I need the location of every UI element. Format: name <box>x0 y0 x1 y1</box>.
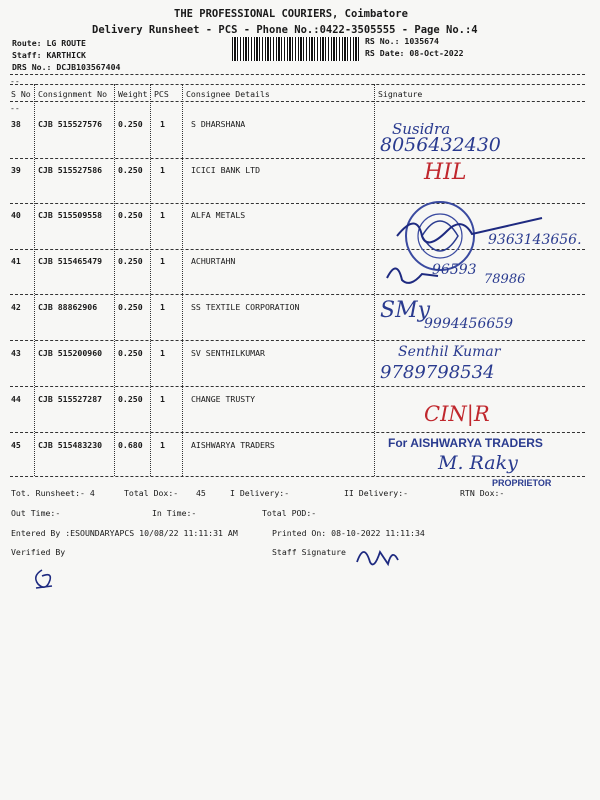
staff-label: Staff: KARTHICK <box>12 50 86 60</box>
row-consignee: AISHWARYA TRADERS <box>191 440 275 450</box>
row-consignee: SS TEXTILE CORPORATION <box>191 302 300 312</box>
row-pcs: 1 <box>160 440 165 450</box>
total-dox-label: Total Dox:- <box>124 488 179 498</box>
rs-date: RS Date: 08-Oct-2022 <box>365 48 464 58</box>
ii-delivery: II Delivery:- <box>344 488 409 498</box>
row-consignment: CJB 515527576 <box>38 119 103 129</box>
col-sep <box>114 84 115 476</box>
signature-r41-line1: 96593 <box>432 262 477 278</box>
signature-r42-name: SMy <box>380 298 431 323</box>
signature-r40-phone: 9363143656. <box>488 232 582 248</box>
row-pcs: 1 <box>160 165 165 175</box>
header-marker-2: -- <box>10 103 20 113</box>
signature-r40-scribble <box>392 206 552 256</box>
header-rule-3 <box>10 101 585 102</box>
row-pcs: 1 <box>160 119 165 129</box>
signature-r43-phone: 9789798534 <box>380 362 495 383</box>
signature-r42-phone: 9994456659 <box>424 316 514 332</box>
staff-signature-label: Staff Signature <box>272 547 346 557</box>
drs-number: DRS No.: DCJB103567404 <box>12 62 121 72</box>
total-dox-value: 45 <box>196 488 206 498</box>
row-weight: 0.680 <box>118 440 143 450</box>
row-consignee: ACHURTAHN <box>191 256 236 266</box>
col-signature: Signature <box>378 89 423 99</box>
row-pcs: 1 <box>160 256 165 266</box>
staff-signature <box>352 540 402 570</box>
row-weight: 0.250 <box>118 119 143 129</box>
row-weight: 0.250 <box>118 210 143 220</box>
runsheet-subtitle: Delivery Runsheet - PCS - Phone No.:0422-3505555 - Page No.:4 <box>92 24 478 36</box>
barcode <box>232 37 360 61</box>
row-sno: 43 <box>11 348 21 358</box>
row-consignment: CJB 515465479 <box>38 256 103 266</box>
row-consignment: CJB 88862906 <box>38 302 98 312</box>
row-sno: 44 <box>11 394 21 404</box>
signature-r43-name: Senthil Kumar <box>398 344 501 360</box>
row-weight: 0.250 <box>118 394 143 404</box>
row-consignment: CJB 515483230 <box>38 440 103 450</box>
col-sep <box>34 84 35 476</box>
route-label: Route: LG ROUTE <box>12 38 86 48</box>
header-rule <box>10 74 585 75</box>
row-separator <box>10 432 585 433</box>
in-time: In Time:- <box>152 508 197 518</box>
col-sep <box>150 84 151 476</box>
row-separator <box>10 203 585 204</box>
row-pcs: 1 <box>160 348 165 358</box>
row-weight: 0.250 <box>118 348 143 358</box>
verifier-signature <box>28 566 58 594</box>
signature-r38-phone: 8056432430 <box>380 134 501 156</box>
col-consignment: Consignment No <box>38 89 108 99</box>
signature-r39: HIL <box>424 160 467 185</box>
col-sno: S No <box>11 89 31 99</box>
i-delivery: I Delivery:- <box>230 488 290 498</box>
row-separator <box>10 340 585 341</box>
col-pcs: PCS <box>154 89 169 99</box>
row-separator <box>10 158 585 159</box>
row-consignee: SV SENTHILKUMAR <box>191 348 265 358</box>
header-rule-2 <box>10 84 585 85</box>
company-title: THE PROFESSIONAL COURIERS, Coimbatore <box>174 8 408 20</box>
verified-by: Verified By <box>11 547 66 557</box>
row-consignee: S DHARSHANA <box>191 119 246 129</box>
row-sno: 42 <box>11 302 21 312</box>
row-sno: 40 <box>11 210 21 220</box>
row-weight: 0.250 <box>118 256 143 266</box>
row-consignee: ICICI BANK LTD <box>191 165 261 175</box>
row-separator <box>10 386 585 387</box>
row-weight: 0.250 <box>118 165 143 175</box>
stamp-aishwarya-traders: For AISHWARYA TRADERS <box>388 436 543 450</box>
row-separator <box>10 294 585 295</box>
row-pcs: 1 <box>160 302 165 312</box>
row-consignment: CJB 515200960 <box>38 348 103 358</box>
printed-on: Printed On: 08-10-2022 11:11:34 <box>272 528 425 538</box>
col-weight: Weight <box>118 89 148 99</box>
row-pcs: 1 <box>160 394 165 404</box>
row-sno: 45 <box>11 440 21 450</box>
signature-r38-name: Susidra <box>392 120 451 138</box>
row-consignee: CHANGE TRUSTY <box>191 394 256 404</box>
row-sno: 38 <box>11 119 21 129</box>
total-runsheet: Tot. Runsheet:- 4 <box>11 488 95 498</box>
out-time: Out Time:- <box>11 508 61 518</box>
signature-r45: M. Raky <box>438 452 518 474</box>
row-consignment: CJB 515527586 <box>38 165 103 175</box>
col-sep <box>374 84 375 476</box>
row-sno: 41 <box>11 256 21 266</box>
total-pod: Total POD:- <box>262 508 317 518</box>
row-consignee: ALFA METALS <box>191 210 246 220</box>
header-marker: -- <box>10 76 20 86</box>
col-consignee: Consignee Details <box>186 89 270 99</box>
row-pcs: 1 <box>160 210 165 220</box>
row-consignment: CJB 515527287 <box>38 394 103 404</box>
row-sno: 39 <box>11 165 21 175</box>
row-separator <box>10 476 585 477</box>
signature-r41-line2: 78986 <box>484 272 526 287</box>
row-weight: 0.250 <box>118 302 143 312</box>
stamp-proprietor: PROPRIETOR <box>492 478 552 488</box>
signature-r44: CIN|R <box>424 402 490 426</box>
rtn-dox: RTN Dox:- <box>460 488 505 498</box>
col-sep <box>182 84 183 476</box>
entered-by: Entered By :ESOUNDARYAPCS 10/08/22 11:11:31 AM <box>11 528 238 538</box>
rs-number: RS No.: 1035674 <box>365 36 439 46</box>
row-consignment: CJB 515509558 <box>38 210 103 220</box>
